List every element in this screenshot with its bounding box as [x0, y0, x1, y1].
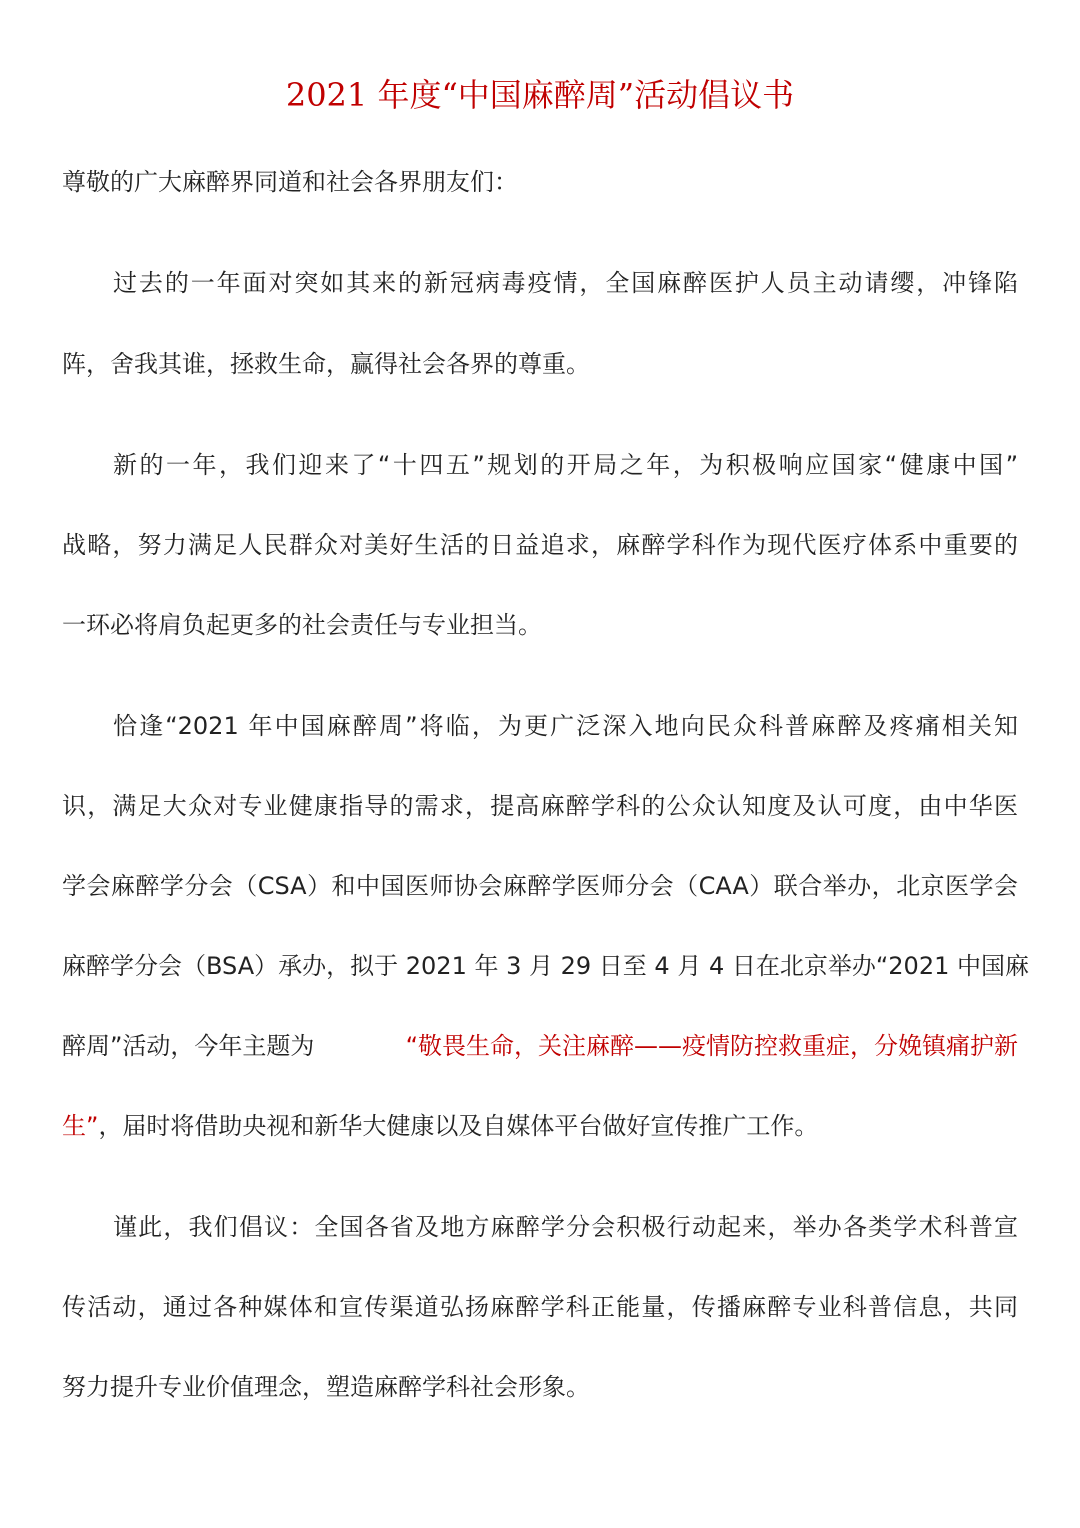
paragraph-line: 过去的一年面对突如其来的新冠病毒疫情，全国麻醉医护人员主动请缨，冲锋陷 — [113, 269, 1018, 297]
paragraph-line: 麻醉学分会（BSA）承办，拟于 2021 年 3 月 29 日至 4 月 4 日在北京举办“2021 中国麻 — [62, 952, 1029, 980]
paragraph-text: 醉周”活动，今年主题为 — [62, 1032, 315, 1060]
paragraph-line: 新的一年，我们迎来了“十四五”规划的开局之年，为积极响应国家“健康中国” — [113, 451, 1018, 479]
paragraph-line: 阵，舍我其谁，拯救生命，赢得社会各界的尊重。 — [62, 350, 590, 378]
paragraph-line: 一环必将肩负起更多的社会责任与专业担当。 — [62, 611, 542, 639]
paragraph-line: 谨此，我们倡议：全国各省及地方麻醉学分会积极行动起来，举办各类学术科普宣 — [113, 1213, 1018, 1241]
paragraph-text: ，届时将借助央视和新华大健康以及自媒体平台做好宣传推广工作。 — [98, 1112, 819, 1140]
paragraph-line: 努力提升专业价值理念，塑造麻醉学科社会形象。 — [62, 1373, 590, 1401]
paragraph-line: 识，满足大众对专业健康指导的需求，提高麻醉学科的公众认知度及认可度，由中华医 — [62, 792, 1018, 820]
paragraph-line: 恰逢“2021 年中国麻醉周”将临，为更广泛深入地向民众科普麻醉及疼痛相关知 — [113, 712, 1018, 740]
paragraph-line — [62, 1029, 1018, 1063]
greeting: 尊敬的广大麻醉界同道和社会各界朋友们： — [62, 168, 518, 196]
theme-highlight: “敬畏生命，关注麻醉——疫情防控救重症，分娩镇痛护新 — [405, 1032, 1018, 1060]
paragraph-line: 传活动，通过各种媒体和宣传渠道弘扬麻醉学科正能量，传播麻醉专业科普信息，共同 — [62, 1293, 1018, 1321]
paragraph-line: 学会麻醉学分会（CSA）和中国医师协会麻醉学医师分会（CAA）联合举办，北京医学会 — [62, 872, 1018, 900]
paragraph-line: 战略，努力满足人民群众对美好生活的日益追求，麻醉学科作为现代医疗体系中重要的 — [62, 531, 1018, 559]
theme-highlight: 生” — [62, 1112, 99, 1140]
document-title: 2021 年度“中国麻醉周”活动倡议书 — [285, 76, 795, 114]
paragraph-line — [62, 1109, 1018, 1143]
